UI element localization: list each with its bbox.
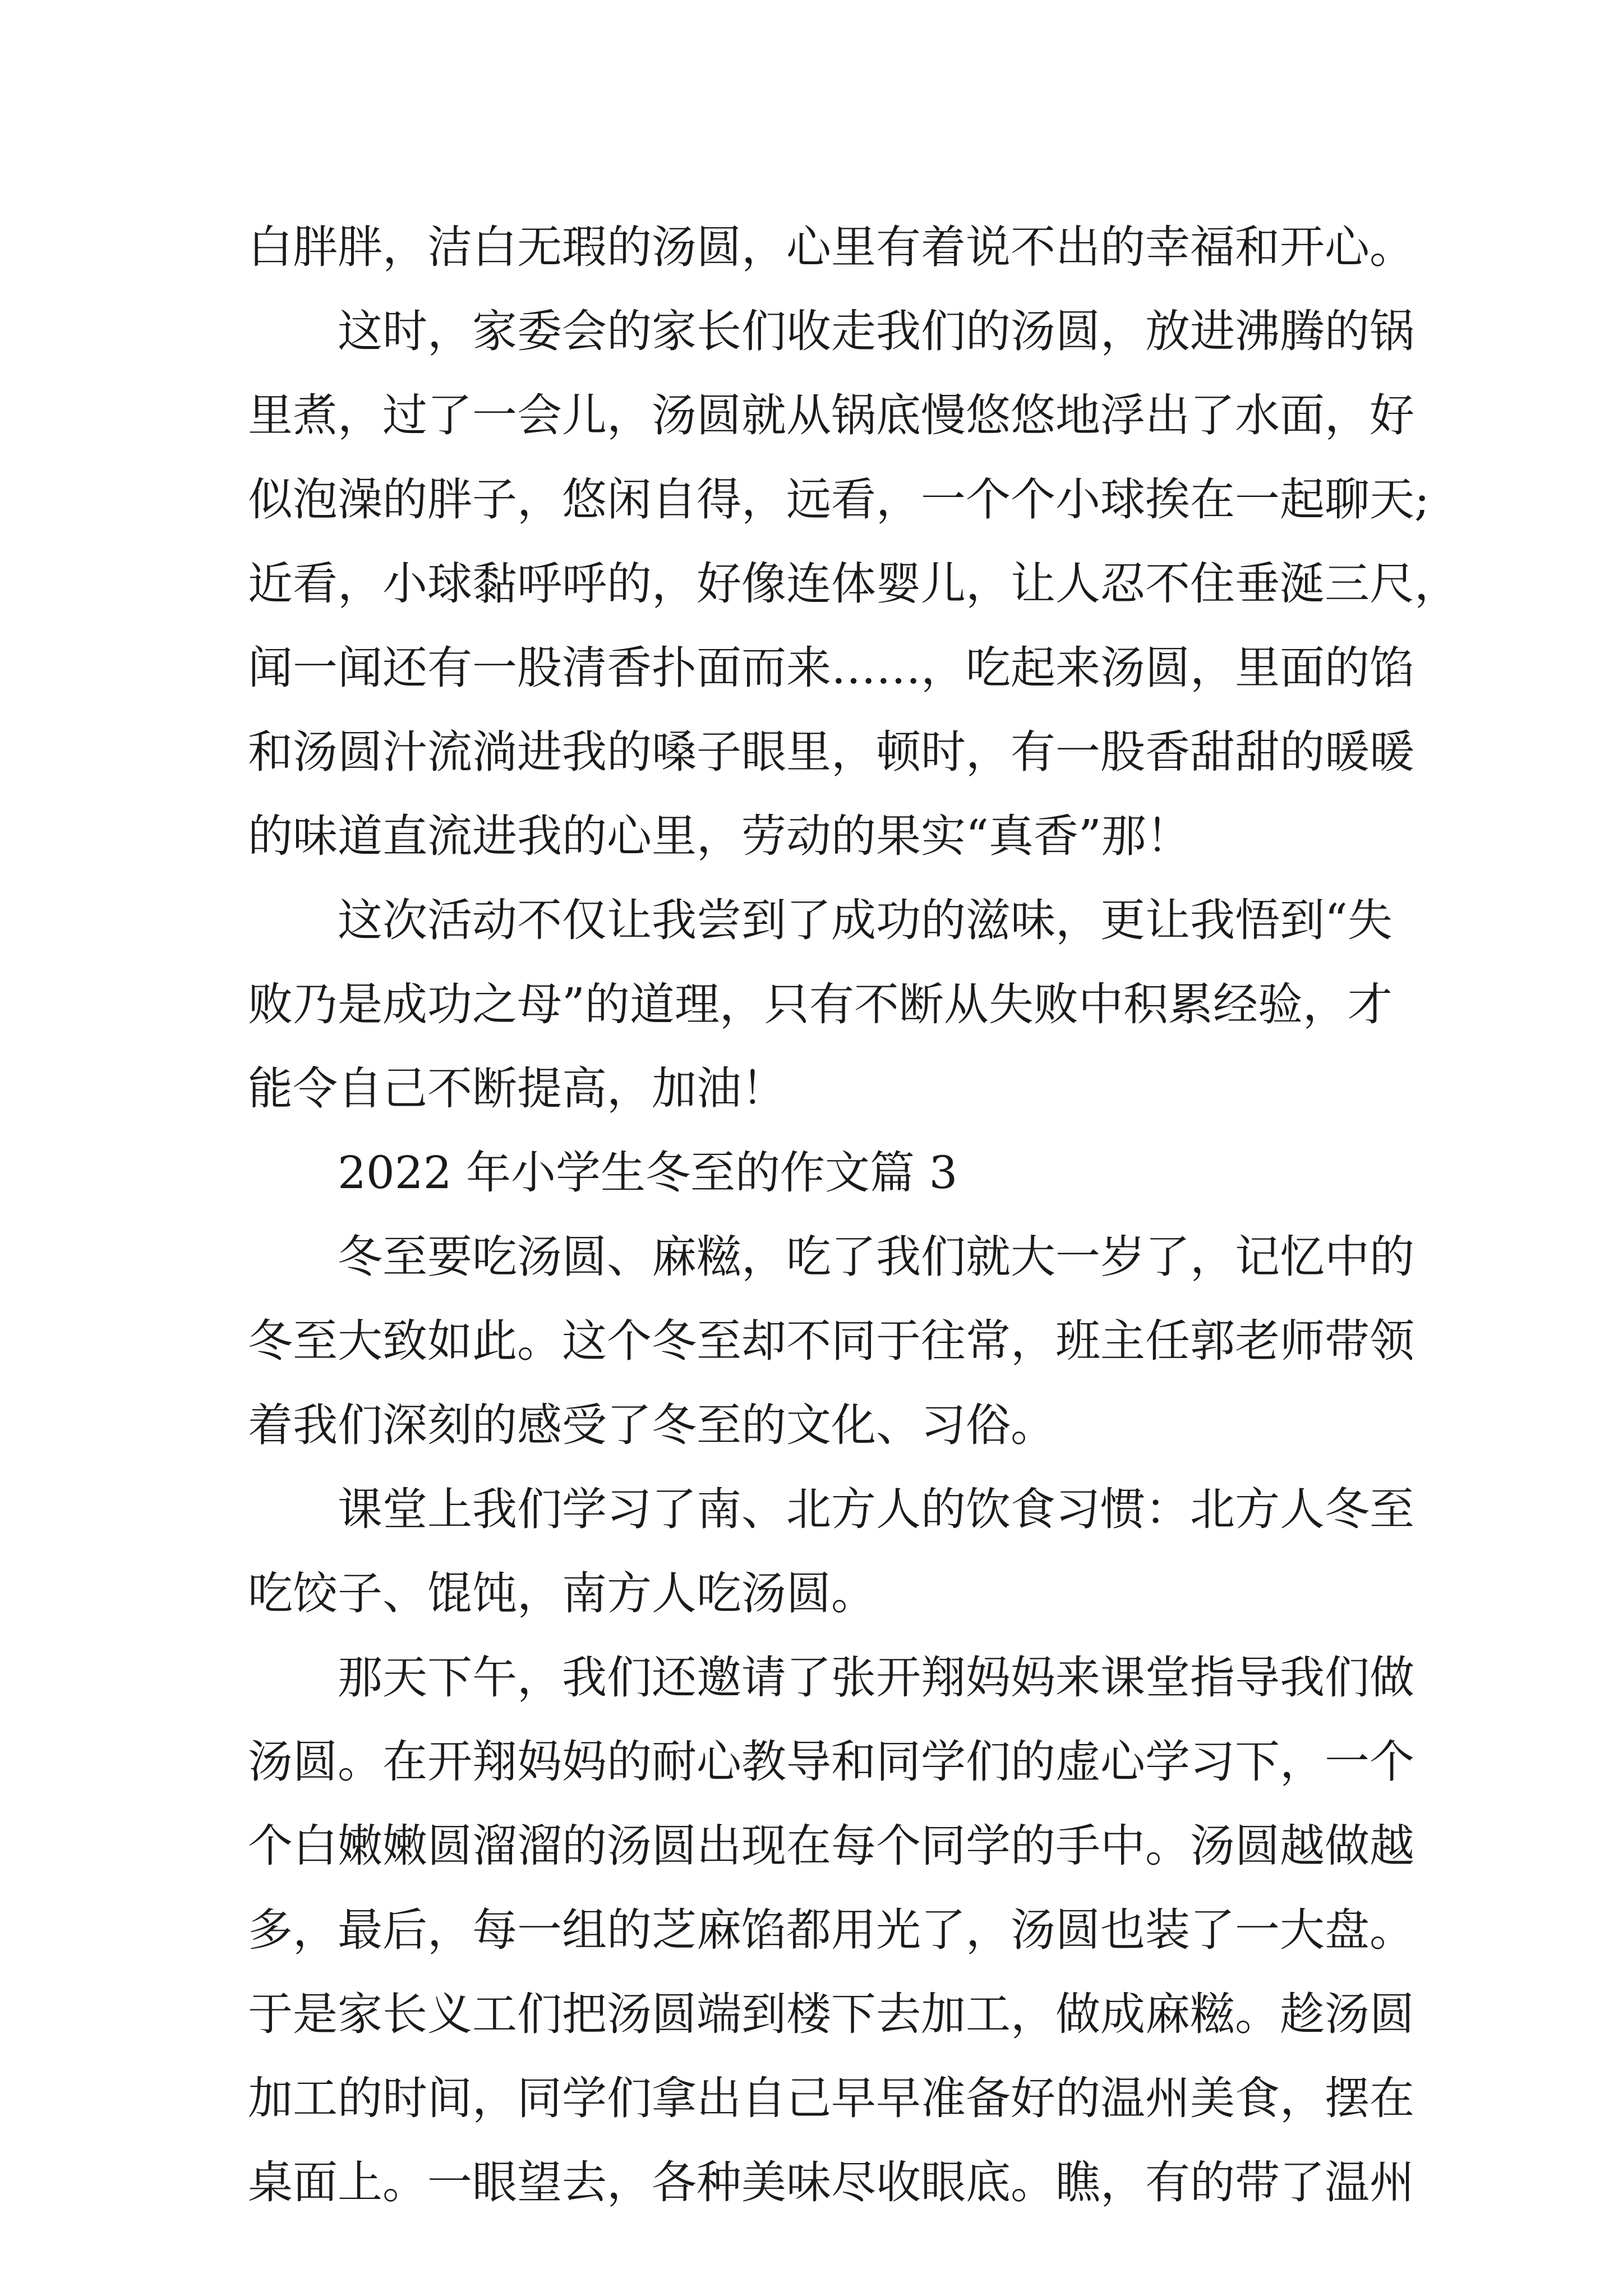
text-line: 败乃是成功之母”的道理，只有不断从失败中积累经验，才: [248, 978, 1393, 1030]
text-line: 于是家长义工们把汤圆端到楼下去加工，做成麻糍。趁汤圆: [248, 1988, 1414, 2040]
text-line: 和汤圆汁流淌进我的嗓子眼里，顿时，有一股香甜甜的暖暖: [248, 726, 1414, 778]
text-line: 吃饺子、馄饨，南方人吃汤圆。: [248, 1567, 876, 1619]
text-line: 汤圆。在开翔妈妈的耐心教导和同学们的虚心学习下，一个: [248, 1736, 1414, 1788]
text-line: 冬至大致如此。这个冬至却不同于往常，班主任郭老师带领: [248, 1315, 1414, 1367]
paragraph-start-line: 这时，家委会的家长们收走我们的汤圆，放进沸腾的锅: [338, 305, 1414, 357]
paragraph-start-line: 课堂上我们学习了南、北方人的饮食习惯：北方人冬至: [338, 1483, 1414, 1535]
text-line: 白胖胖，洁白无瑕的汤圆，心里有着说不出的幸福和开心。: [248, 221, 1414, 273]
text-line: 里煮，过了一会儿，汤圆就从锅底慢悠悠地浮出了水面，好: [248, 389, 1414, 441]
text-line: 似泡澡的胖子，悠闲自得，远看，一个个小球挨在一起聊天;: [248, 473, 1430, 526]
text-line: 加工的时间，同学们拿出自己早早准备好的温州美食，摆在: [248, 2072, 1414, 2124]
text-line: 个白嫩嫩圆溜溜的汤圆出现在每个同学的手中。汤圆越做越: [248, 1820, 1414, 1872]
text-line: 闻一闻还有一股清香扑面而来……，吃起来汤圆，里面的馅: [248, 642, 1414, 694]
text-line: 桌面上。一眼望去，各种美味尽收眼底。瞧，有的带了温州: [248, 2156, 1414, 2208]
paragraph-start-line: 冬至要吃汤圆、麻糍，吃了我们就大一岁了，记忆中的: [338, 1231, 1414, 1283]
paragraph-start-line: 这次活动不仅让我尝到了成功的滋味，更让我悟到“失: [338, 894, 1393, 946]
paragraph-start-line: 那天下午，我们还邀请了张开翔妈妈来课堂指导我们做: [338, 1651, 1414, 1704]
text-line: 的味道直流进我的心里，劳动的果实“真香”那！: [248, 810, 1191, 862]
text-line: 着我们深刻的感受了冬至的文化、习俗。: [248, 1399, 1055, 1451]
text-line: 多，最后，每一组的芝麻馅都用光了，汤圆也装了一大盘。: [248, 1904, 1414, 1956]
text-line: 近看，小球黏呼呼的，好像连体婴儿，让人忍不住垂涎三尺，: [248, 558, 1459, 610]
text-line: 能令自己不断提高，加油！: [248, 1062, 786, 1115]
section-heading: 2022 年小学生冬至的作文篇 3: [338, 1147, 958, 1199]
